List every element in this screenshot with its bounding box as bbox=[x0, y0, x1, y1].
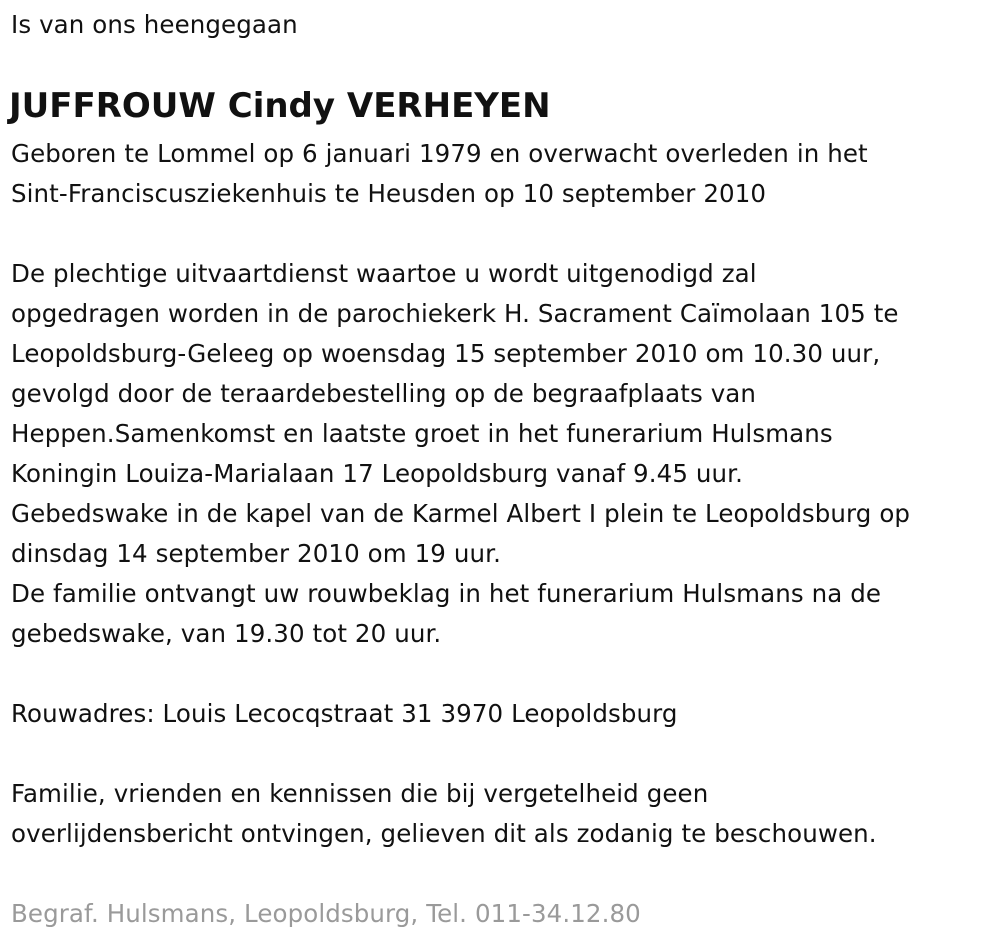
paragraph-line: Gebedswake in de kapel van de Karmel Albert I plein te Leopoldsburg op bbox=[11, 499, 911, 528]
mourning-address: Rouwadres: Louis Lecocqstraat 31 3970 Leopoldsburg bbox=[11, 699, 678, 728]
paragraph-line: Familie, vrienden en kennissen die bij vergetelheid geen bbox=[11, 779, 709, 808]
paragraph-line: Leopoldsburg-Geleeg op woensdag 15 september 2010 om 10.30 uur, bbox=[11, 339, 881, 368]
paragraph-line: Sint-Franciscusziekenhuis te Heusden op 10 september 2010 bbox=[11, 179, 767, 208]
paragraph-line: De plechtige uitvaartdienst waartoe u wordt uitgenodigd zal bbox=[11, 259, 757, 288]
paragraph-line: Koningin Louiza-Marialaan 17 Leopoldsburg vanaf 9.45 uur. bbox=[11, 459, 743, 488]
funeral-home-footer: Begraf. Hulsmans, Leopoldsburg, Tel. 011-34.12.80 bbox=[11, 899, 641, 928]
paragraph-line: dinsdag 14 september 2010 om 19 uur. bbox=[11, 539, 501, 568]
paragraph-line: Heppen.Samenkomst en laatste groet in het funerarium Hulsmans bbox=[11, 419, 833, 448]
paragraph-line: gevolgd door de teraardebestelling op de begraafplaats van bbox=[11, 379, 757, 408]
deceased-name: JUFFROUW Cindy VERHEYEN bbox=[9, 86, 551, 126]
paragraph-line: Geboren te Lommel op 6 januari 1979 en overwacht overleden in het bbox=[11, 139, 868, 168]
intro-text: Is van ons heengegaan bbox=[11, 10, 298, 39]
paragraph-line: gebedswake, van 19.30 tot 20 uur. bbox=[11, 619, 442, 648]
paragraph-line: opgedragen worden in de parochiekerk H. Sacrament Caïmolaan 105 te bbox=[11, 299, 899, 328]
paragraph-line: De familie ontvangt uw rouwbeklag in het funerarium Hulsmans na de bbox=[11, 579, 882, 608]
paragraph-line: overlijdensbericht ontvingen, gelieven dit als zodanig te beschouwen. bbox=[11, 819, 877, 848]
